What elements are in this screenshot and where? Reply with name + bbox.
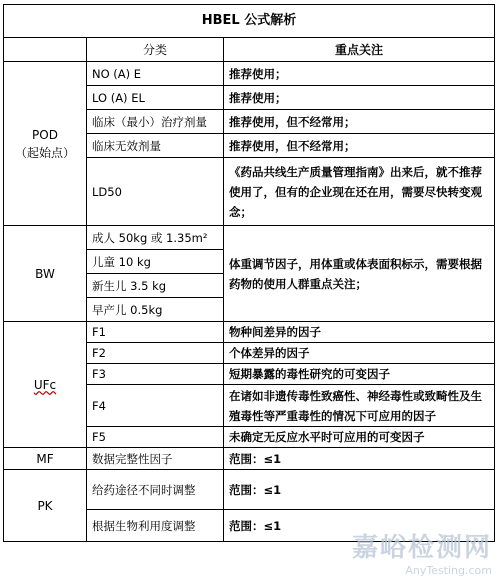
mf-category: MF — [4, 448, 87, 470]
header-category: 分类 — [87, 38, 224, 62]
header-empty — [4, 38, 87, 62]
pod-focus: 推荐使用； — [224, 62, 495, 86]
bw-item: 早产儿 0.5kg — [87, 298, 224, 322]
pk-item: 给药途径不同时调整 — [87, 470, 224, 510]
watermark — [352, 527, 492, 577]
ufc-item: F5 — [87, 427, 224, 448]
pod-item: 临床无效剂量 — [87, 134, 224, 158]
watermark-en: AnyTesting.com — [405, 564, 492, 577]
pod-focus: 推荐使用，但不经常用； — [224, 110, 495, 134]
pod-focus: 推荐使用，但不经常用； — [224, 134, 495, 158]
mf-item: 数据完整性因子 — [87, 448, 224, 470]
ufc-focus: 物种间差异的因子 — [224, 322, 495, 343]
ufc-focus: 未确定无反应水平时可应用的可变因子 — [224, 427, 495, 448]
pod-sublabel: （起始点） — [14, 145, 75, 160]
ufc-item: F3 — [87, 364, 224, 385]
ufc-item: F2 — [87, 343, 224, 364]
pk-focus: 范围：≤1 — [224, 510, 495, 542]
header-focus: 重点关注 — [224, 38, 495, 62]
bw-item: 儿童 10 kg — [87, 250, 224, 274]
ufc-item: F1 — [87, 322, 224, 343]
pk-category: PK — [4, 470, 87, 542]
pod-item: LO (A) EL — [87, 86, 224, 110]
ufc-focus: 短期暴露的毒性研究的可变因子 — [224, 364, 495, 385]
pod-category — [4, 62, 87, 226]
watermark-cn: 嘉峪检测网 — [351, 533, 492, 563]
pod-focus: 《药品共线生产质量管理指南》出来后，就不推荐使用了，但有的企业现在还在用，需要尽快转变观念； — [224, 158, 495, 226]
pod-label: POD — [32, 127, 58, 142]
mf-focus: 范围：≤1 — [224, 448, 495, 470]
pod-focus: 推荐使用； — [224, 86, 495, 110]
pod-item: LD50 — [87, 158, 224, 226]
ufc-label: UFc — [33, 377, 57, 392]
bw-item: 成人 50kg 或 1.35m² — [87, 226, 224, 250]
bw-category: BW — [4, 226, 87, 322]
pod-item: NO (A) E — [87, 62, 224, 86]
bw-item: 新生儿 3.5 kg — [87, 274, 224, 298]
bw-focus: 体重调节因子，用体重或体表面积标示，需要根据药物的使用人群重点关注； — [224, 226, 495, 322]
pk-item: 根据生物利用度调整 — [87, 510, 224, 542]
pk-focus: 范围：≤1 — [224, 470, 495, 510]
ufc-focus: 个体差异的因子 — [224, 343, 495, 364]
ufc-item: F4 — [87, 385, 224, 427]
hbel-table — [3, 4, 495, 542]
pod-item: 临床（最小）治疗剂量 — [87, 110, 224, 134]
table-title: HBEL 公式解析 — [4, 5, 495, 38]
ufc-focus: 在诸如非遗传毒性致癌性、神经毒性或致畸性及生殖毒性等严重毒性的情况下可应用的因子 — [224, 385, 495, 427]
ufc-category — [4, 322, 87, 448]
